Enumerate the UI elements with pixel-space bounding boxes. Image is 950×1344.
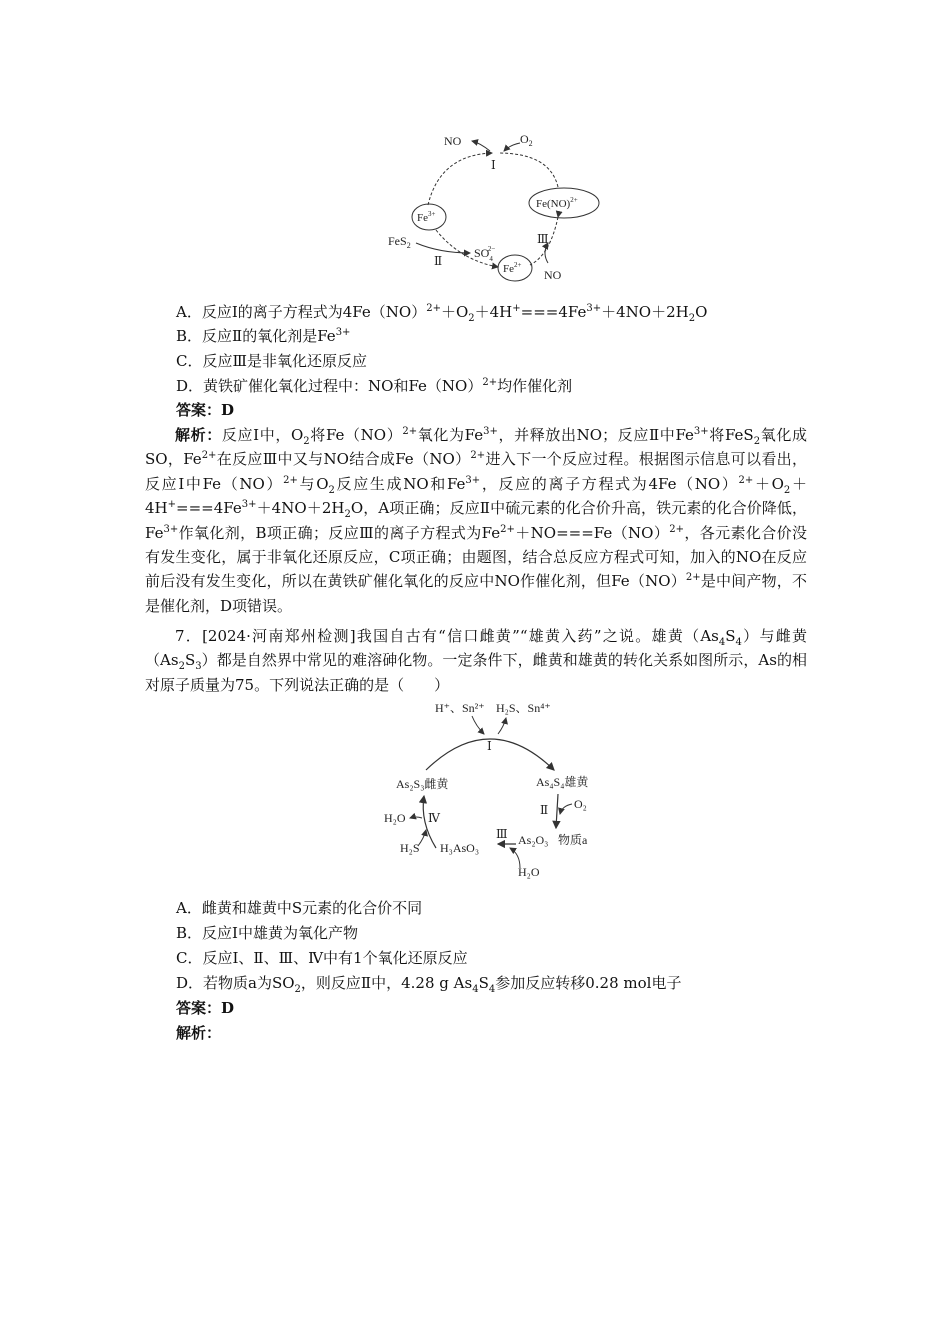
o2-input-arrow — [504, 143, 520, 151]
orpiment-label: As₂S₃雌黄 — [396, 777, 449, 791]
cycle-arc-top-right — [498, 153, 558, 187]
fe-no-label: Fe(NO)$^{2+}$ — [536, 196, 578, 210]
h2s-label: H₂S — [400, 841, 420, 855]
h2s-in-arrow — [418, 830, 426, 846]
reaction-ii-label: Ⅱ — [540, 803, 549, 817]
so4-label: $SO_42-$ — [474, 245, 496, 263]
fes2-label: FeS$_2$ — [388, 234, 411, 250]
reaction-iv-label: Ⅳ — [428, 811, 440, 825]
reaction-i-label: Ⅰ — [487, 739, 492, 753]
top-products-label: H₂S、Sn⁴⁺ — [496, 701, 551, 715]
substance-a-label: 物质a — [558, 833, 588, 847]
product-out-arrow — [498, 718, 506, 734]
h2o-out-arrow — [410, 817, 422, 818]
h2o-left-label: H₂O — [384, 811, 406, 825]
no-reactant-label: NO — [544, 268, 562, 282]
h2o-bottom-label: H₂O — [518, 865, 540, 879]
reaction-iii-label: Ⅲ — [537, 232, 549, 246]
q7-option-d: D．若物质a为$SO_2$，则反应Ⅱ中，4.28 g $As_4S_4$参加反应转移0.28 mol电子 — [176, 974, 682, 995]
q6-option-c: C．反应Ⅲ是非氧化还原反应 — [176, 352, 367, 370]
fe3-label: $Fe^{3+}$ — [417, 210, 436, 224]
o2-input-arrow — [560, 804, 572, 814]
arsenic-cycle-diagram — [380, 698, 610, 883]
q6-answer: 答案：D — [176, 401, 235, 419]
reactant-in-arrow — [472, 716, 484, 734]
no-input-arrow — [545, 243, 548, 263]
q6-option-d: D．黄铁矿催化氧化过程中：NO和Fe（NO）$^{2+}$均作催化剂 — [176, 377, 573, 395]
fe2-label: $Fe^{2+}$ — [503, 261, 522, 275]
catalytic-cycle-diagram — [380, 125, 610, 285]
top-reactants-label: H⁺、Sn²⁺ — [435, 701, 485, 715]
q7-stem: 7．[2024·河南郑州检测]我国自古有“信口雌黄”“雄黄入药”之说。雄黄$(As_4S_4)$与雌黄$(As_2S_3)$都是自然界中常见的难溶砷化物。一定条件下，雌黄和雄黄的转化关系如图所示，As的相对原子质量为75。下列说法正确的是（ ） — [145, 627, 807, 694]
reaction-ii-label: Ⅱ — [434, 254, 443, 268]
h3aso3-label: H₃AsO₃ — [440, 841, 480, 855]
q6-explanation: 解析：反应Ⅰ中，$O_2$将Fe（NO）$^{2+}$氧化为$Fe^{3+}$，并释放出NO；反应Ⅱ中$Fe^{3+}$将FeS$_2$氧化成SO，$Fe^{2+}$在反应Ⅲ中又与NO结合成Fe（NO）$^{2+}$进入下一个反应过程。根据图示信息可以看出，反应Ⅰ中Fe（NO）$^{2+}$与$O_2$反应生成NO和$Fe^{3+}$，反应的离子方程式为$4Fe(NO)^{2+}+O_2+4H^+===4Fe^{3+}+4NO+2H_2O$，A项正确；反应Ⅱ中硫元素的化合价升高，铁元素的化合价降低，$Fe^{3+}$作氧化剂，B项正确；反应Ⅲ的离子方程式为$Fe^{2+}+NO===Fe(NO)^{2+}$，各元素化合价没有发生变化，属于非氧化还原反应，C项正确；由题图，结合总反应方程式可知，加入的NO在反应前后没有发生变化，所以在黄铁矿催化氧化的反应中NO作催化剂，但Fe（NO）$^{2+}$是中间产物，不是催化剂，D项错误。 — [145, 426, 807, 615]
realgar-label: As₄S₄雄黄 — [536, 775, 589, 789]
cycle-arc-top-left — [428, 153, 492, 205]
o2-reactant-label: $O_2$ — [520, 132, 533, 148]
q7-option-a: A．雌黄和雄黄中S元素的化合价不同 — [176, 899, 423, 917]
fes2-to-so4-arrow — [416, 243, 470, 253]
no-release-arrow — [472, 141, 490, 151]
reaction-ii-arrow — [556, 794, 558, 828]
q7-option-b: B．反应Ⅰ中雄黄为氧化产物 — [176, 924, 358, 942]
q7-explanation-label: 解析： — [176, 1024, 222, 1042]
no-product-label: NO — [444, 134, 462, 148]
q6-option-a: A．反应Ⅰ的离子方程式为$4Fe(NO)^{2+}+O_2+4H^+===4Fe^{3+}+4NO+2H_2O$ — [176, 303, 708, 324]
q6-option-b: B．反应Ⅱ的氧化剂是$Fe^{3+}$ — [176, 327, 351, 345]
as2o3-label: As₂O₃ — [518, 833, 549, 847]
reaction-i-label: Ⅰ — [491, 158, 496, 172]
o2-label: O₂ — [574, 797, 587, 811]
q7-answer: 答案：D — [176, 999, 235, 1017]
reaction-iii-label: Ⅲ — [496, 827, 508, 841]
q7-option-c: C．反应Ⅰ、Ⅱ、Ⅲ、Ⅳ中有1个氧化还原反应 — [176, 949, 468, 967]
